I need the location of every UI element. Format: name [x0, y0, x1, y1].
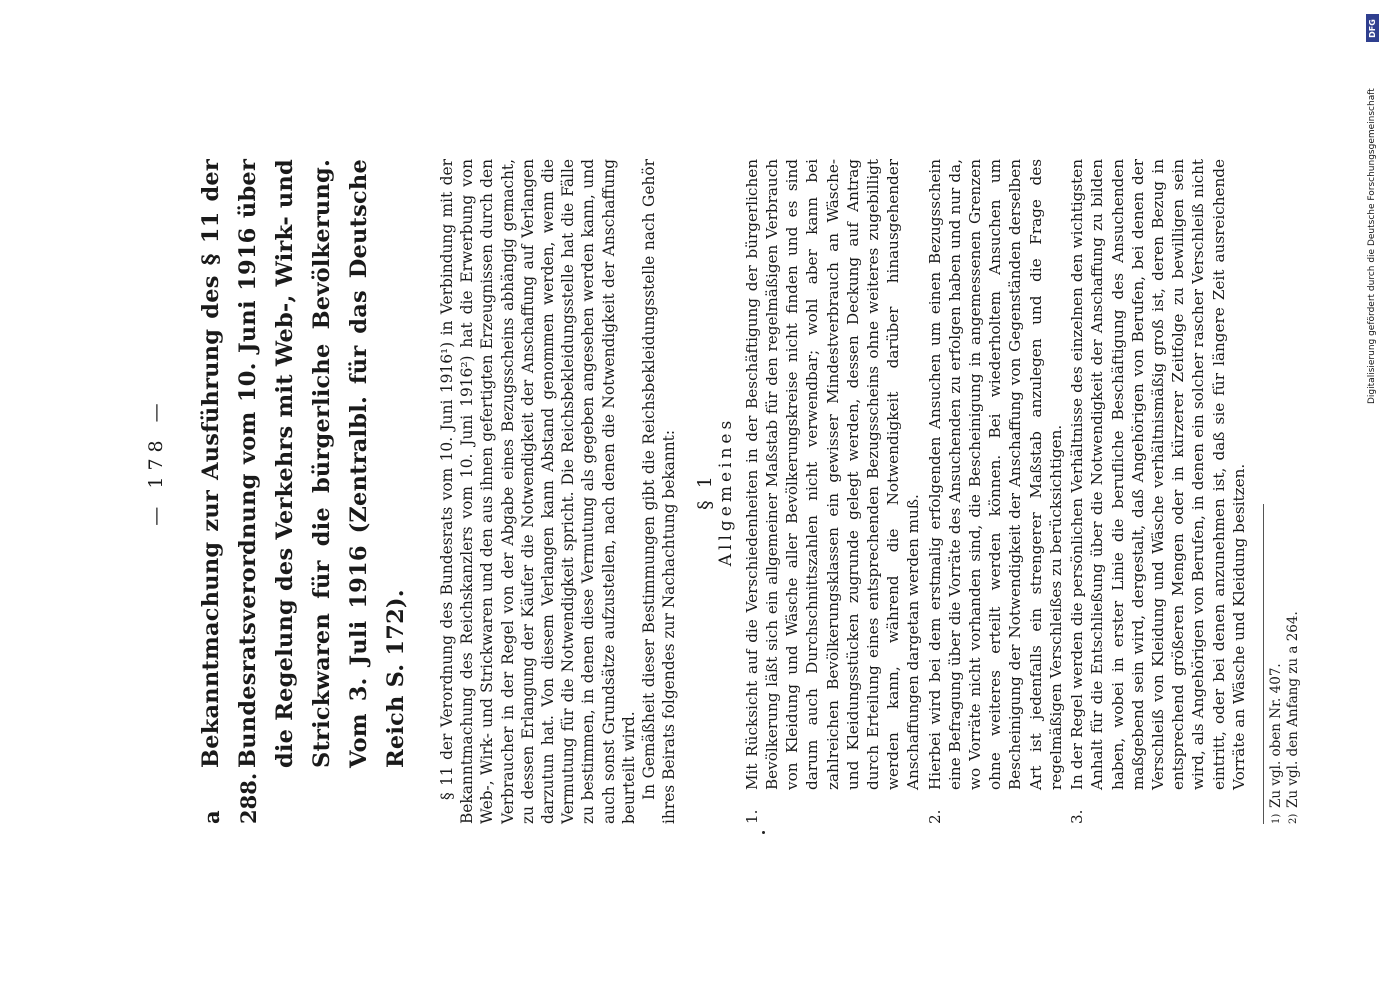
footnote-text: Zu vgl. den Anfang zu a 264.	[1284, 611, 1301, 808]
digitization-sidebar	[1363, 8, 1383, 998]
page-number: — 178 —	[145, 397, 167, 526]
digitization-credit: Digitalisierung gefördert durch die Deutsche Forschungsgemeinschaft	[1367, 88, 1377, 404]
dfg-logo-icon: DFG	[1366, 14, 1379, 42]
footnote-mark: 2)	[1287, 813, 1299, 824]
item-number: 1.	[742, 809, 761, 824]
document-body	[437, 159, 1249, 824]
footnote	[1285, 504, 1302, 824]
page-content	[145, 159, 1302, 824]
section-title: Allgemeines	[715, 416, 736, 567]
item-text: Mit Rücksicht auf die Verschiedenheiten in der Beschäftigung der bürgerlichen Bevölkerung läßt sich ein allgemeiner Maßstab für den regelmäßigen Verbrauch von Kleidung und Wäsche aller Bevölkerungskreise nicht finden und es sind darum auch Durchschnittszahlen nicht verwendbar; wohl aber kann bei zahlreichen Bevölkerungsklassen ein gewisser Mindestverbrauch an Wäsche- und Kleidungsstücken zugrunde gelegt werden, dessen Deckung auf Antrag durch Erteilung eines entsprechenden Bezugsscheins ohne weiteres zugebilligt werden kann, während die Notwendigkeit darüber hinausgehender Anschaffungen dargetan werden muß.	[742, 159, 923, 790]
paragraph: § 11 der Verordnung des Bundesrats vom 10. Juni 1916¹) in Verbindung mit der Bekanntmachung des Reichskanzlers vom 10. Juni 1916²) hat die Erwerbung von Web-, Wirk- und Strickwaren und den aus ihnen gefertigten Erzeugnissen durch den Verbraucher in der Regel von der Abgabe eines Bezugsscheins abhängig gemacht, zu dessen Erlangung der Käufer die Notwendigkeit der Anschaffung auf Verlangen darzutun hat. Von diesem Verlangen kann Abstand genommen werden, wenn die Vermutung für die Notwendigkeit spricht. Die Reichsbekleidungsstelle hat die Fälle zu bestimmen, in denen diese Vermutung als gegeben angesehen werden kann, und auch sonst Grundsätze aufzustellen, nach denen die Notwendigkeit der Anschaffung beurteilt wird.	[438, 159, 638, 824]
document-heading	[193, 159, 415, 824]
footnote-rule	[1263, 504, 1264, 824]
list-item	[925, 159, 1066, 824]
numbered-list	[742, 159, 1249, 824]
section-sign: § 1	[694, 473, 717, 510]
item-number: 2.	[925, 809, 944, 824]
list-item	[742, 159, 924, 824]
footnote	[1268, 504, 1285, 824]
paragraph: In Gemäßheit dieser Bestimmungen gibt die Reichsbekleidungsstelle nach Gehör ihres Beirats folgendes zur Nachachtung bekannt:	[640, 159, 679, 824]
item-text: Hierbei wird bei dem erstmalig erfolgenden Ansuchen um einen Bezugsschein eine Befragung über die Vorräte des Ansuchenden zu erfolgen haben und nur da, wo Vorräte nicht vorhanden sind, die Bescheinigung in angemessenen Grenzen ohne weiteres erteilt werden können. Bei wiederholtem Ansuchen um Bescheinigung der Notwendigkeit der Anschaffung von Gegenständen derselben Art ist jedenfalls ein strengerer Maßstab anzulegen und die Frage des regelmäßigen Verschleißes zu berücksichtigen.	[925, 159, 1065, 790]
scan-speck	[762, 831, 765, 834]
item-text: In der Regel werden die persönlichen Verhältnisse des einzelnen den wichtigsten Anhalt für die Entschließung über die Notwendigkeit der Anschaffung zu bilden haben, wobei in erster Linie die berufliche Beschäftigung des Ansuchenden maßgebend sein wird, dergestalt, daß Angehörigen von Berufen, bei denen der Verschleiß von Kleidung und Wäsche verhältnismäßig groß ist, deren Bezug in entsprechend größeren Mengen oder in kürzerer Zeitfolge zu bewilligen sein wird, als Angehörigen von Berufen, in denen ein solcher rascher Verschleiß nicht eintritt, oder bei denen anzunehmen ist, daß sie für längere Zeit ausreichende Vorräte an Wäsche und Kleidung besitzen.	[1068, 159, 1248, 790]
footnote-text: Zu vgl. oben Nr. 407.	[1267, 663, 1284, 808]
document-number: a 288.	[199, 772, 261, 824]
document-title: Bekanntmachung zur Ausführung des § 11 der Bundesratsverordnung vom 10. Juni 1916 über die Regelung des Verkehrs mit Web-, Wirk- und Strickwaren für die bürgerliche Bevölkerung. Vom 3. Juli 1916 (Zentralbl. für das Deutsche Reich S. 172).	[198, 159, 409, 768]
footnote-mark: 1)	[1270, 813, 1282, 824]
list-item	[1067, 159, 1249, 824]
item-number: 3.	[1068, 809, 1087, 824]
footnotes	[1263, 504, 1302, 824]
